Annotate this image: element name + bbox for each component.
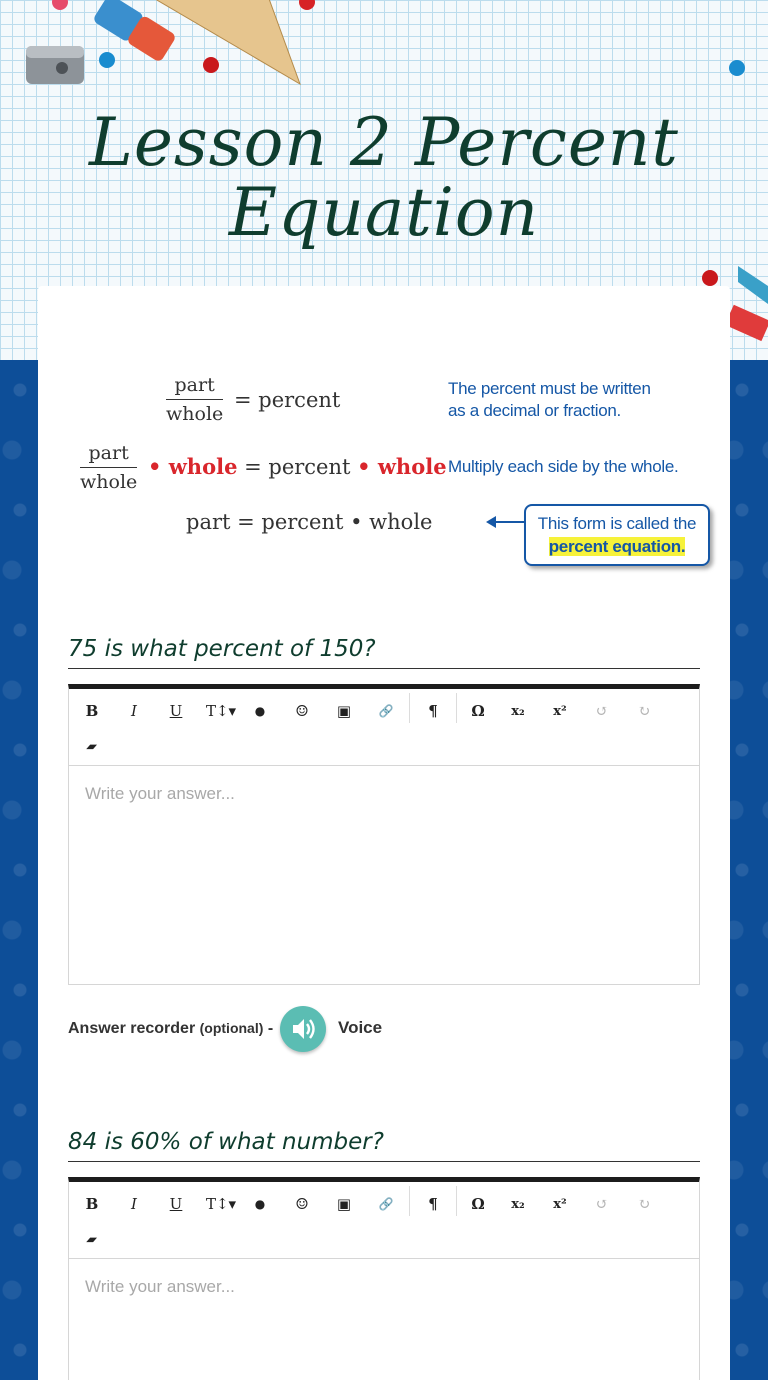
sharpener-icon — [22, 40, 88, 90]
voice-label: Voice — [338, 1018, 383, 1037]
superscript-button[interactable]: x² — [553, 1196, 567, 1212]
fraction-denominator: whole — [80, 471, 138, 493]
undo-icon[interactable]: ↺ — [595, 1195, 609, 1213]
question-2-prompt: 84 is 60% of what number? — [68, 1129, 700, 1162]
fraction-part-over-whole — [166, 374, 223, 425]
undo-icon[interactable]: ↺ — [595, 702, 609, 720]
question-1-prompt: 75 is what percent of 150? — [68, 636, 700, 669]
text-size-dropdown[interactable]: T↕▾ — [205, 1195, 237, 1213]
link-icon[interactable]: 🔗 — [378, 704, 394, 718]
callout-highlight: percent equation. — [548, 537, 686, 556]
subscript-button[interactable]: x₂ — [511, 703, 525, 719]
equation-multiply-row — [148, 454, 447, 479]
toolbar-divider — [409, 693, 410, 723]
page-title: Lesson 2 Percent Equation — [89, 104, 679, 251]
answer-editor-1 — [68, 684, 700, 985]
answer-editor-2 — [68, 1177, 700, 1380]
toolbar-divider — [409, 1186, 410, 1216]
percent-equation-figure — [78, 360, 698, 570]
text-color-icon[interactable]: ● — [254, 1197, 266, 1211]
image-icon[interactable]: ▣ — [336, 702, 352, 720]
special-characters-icon[interactable]: Ω — [471, 1195, 485, 1213]
percent-equation-callout — [524, 504, 710, 566]
note-multiply: Multiply each side by the whole. — [448, 457, 679, 476]
emoji-icon[interactable]: ☺ — [295, 702, 309, 720]
ruler-triangle-icon — [150, 0, 302, 88]
note-line: The percent must be written — [448, 379, 651, 398]
redo-icon[interactable]: ↻ — [637, 702, 651, 720]
equation-rhs: = percent — [237, 455, 358, 479]
editor-toolbar — [69, 1182, 699, 1259]
fraction-numerator: part — [166, 374, 223, 400]
special-characters-icon[interactable]: Ω — [471, 702, 485, 720]
voice-record-button[interactable] — [280, 1006, 326, 1052]
answer-input-1[interactable]: Write your answer... — [85, 784, 235, 803]
worksheet-card — [38, 286, 730, 1380]
recorder-optional-text: (optional) — [199, 1020, 264, 1036]
underline-button[interactable]: U — [169, 702, 183, 720]
italic-button[interactable]: I — [131, 702, 137, 720]
bold-button[interactable]: B — [85, 702, 99, 720]
pencil-icon — [728, 266, 768, 350]
note-line: as a decimal or fraction. — [448, 401, 621, 420]
clear-format-eraser-icon[interactable]: ▰ — [84, 1232, 100, 1246]
link-icon[interactable]: 🔗 — [378, 1197, 394, 1211]
toolbar-divider — [456, 1186, 457, 1216]
equation-rhs: = percent — [234, 388, 341, 412]
fraction-numerator: part — [80, 442, 137, 468]
speaker-icon — [288, 1014, 318, 1044]
red-whole-term: • whole — [357, 454, 447, 479]
paragraph-direction-icon[interactable]: ¶ — [428, 1195, 438, 1213]
answer-recorder-label — [68, 1020, 273, 1038]
callout-line: This form is called the — [537, 514, 697, 533]
emoji-icon[interactable]: ☺ — [295, 1195, 309, 1213]
recorder-dash: - — [263, 1020, 274, 1037]
fraction-denominator: whole — [166, 403, 224, 425]
editor-toolbar — [69, 689, 699, 766]
answer-recorder — [68, 1006, 468, 1052]
text-size-dropdown[interactable]: T↕▾ — [205, 702, 237, 720]
underline-button[interactable]: U — [169, 1195, 183, 1213]
answer-input-2[interactable]: Write your answer... — [85, 1277, 235, 1296]
red-dot-decoration — [702, 270, 718, 286]
toolbar-divider — [456, 693, 457, 723]
image-icon[interactable]: ▣ — [336, 1195, 352, 1213]
redo-icon[interactable]: ↻ — [637, 1195, 651, 1213]
red-whole-term: • whole — [148, 454, 238, 479]
paragraph-direction-icon[interactable]: ¶ — [428, 702, 438, 720]
note-percent-written — [448, 378, 651, 422]
recorder-label-text: Answer recorder — [68, 1020, 196, 1037]
blue-dot-decoration — [729, 60, 745, 76]
fraction-part-over-whole — [80, 442, 137, 493]
subscript-button[interactable]: x₂ — [511, 1196, 525, 1212]
italic-button[interactable]: I — [131, 1195, 137, 1213]
arrow-left-icon — [488, 521, 524, 523]
clear-format-eraser-icon[interactable]: ▰ — [84, 739, 100, 753]
percent-equation-final: part = percent • whole — [186, 510, 433, 534]
bold-button[interactable]: B — [85, 1195, 99, 1213]
text-color-icon[interactable]: ● — [254, 704, 266, 718]
superscript-button[interactable]: x² — [553, 703, 567, 719]
